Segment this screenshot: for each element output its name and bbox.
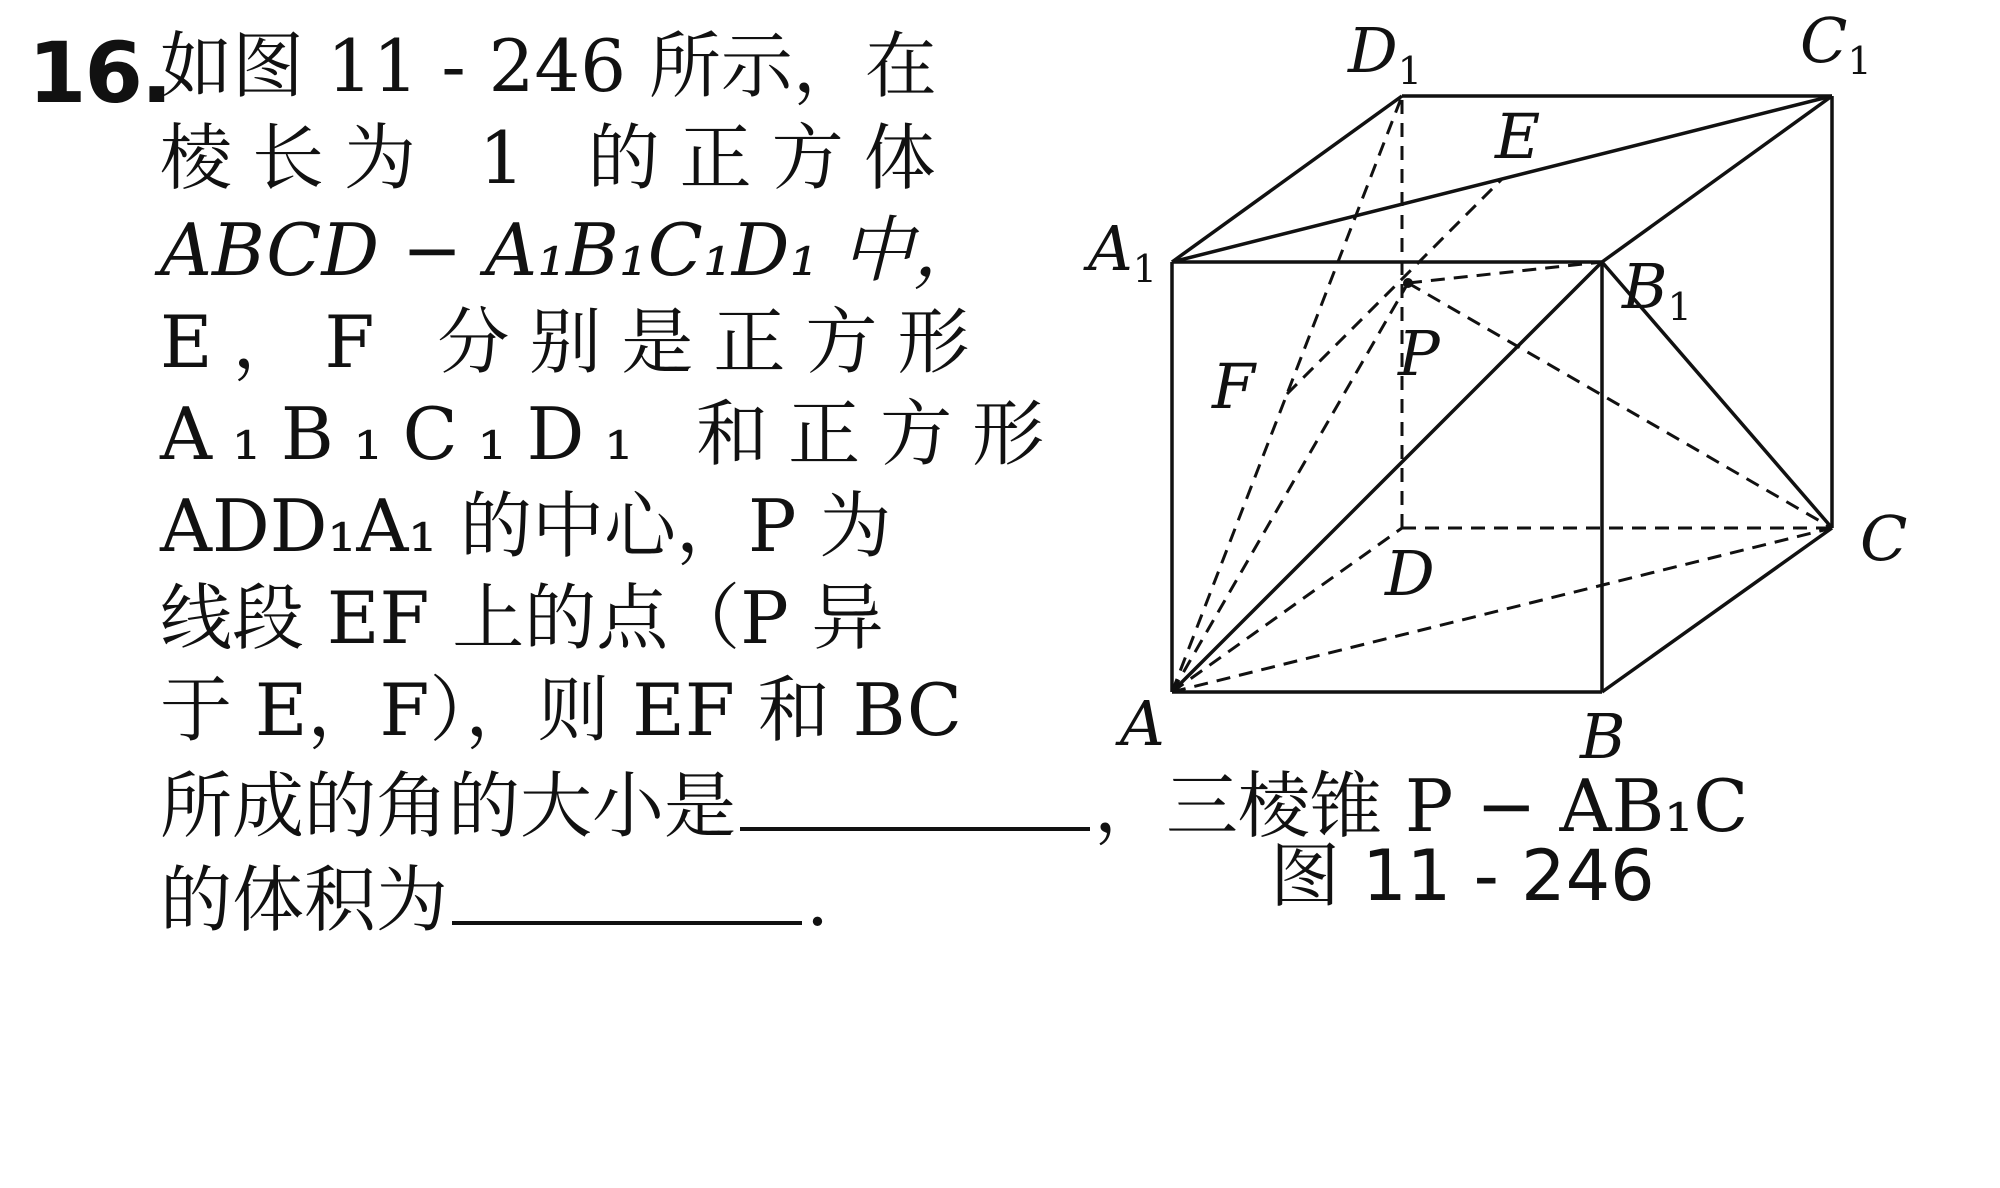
problem-line-4: E，F 分别是正方形: [160, 300, 990, 384]
question-part-4: .: [806, 858, 829, 942]
problem-number: 16.: [28, 24, 171, 122]
label-D1: D1: [1348, 14, 1422, 93]
segment-AP: [1172, 283, 1408, 692]
edge-BC: [1602, 528, 1832, 692]
label-A1: A1: [1088, 212, 1157, 291]
segment-EF: [1287, 179, 1502, 394]
segment-PC: [1408, 283, 1832, 528]
label-C1: C1: [1800, 4, 1872, 83]
problem-line-7: 线段 EF 上的点（P 异: [160, 576, 884, 660]
figure-caption: 图 11 - 246: [1270, 835, 1655, 917]
label-B: B: [1580, 700, 1626, 773]
segment-AB1: [1172, 262, 1602, 692]
edge-B1C1: [1602, 96, 1832, 262]
edge-AD: [1172, 528, 1402, 692]
segment-AC: [1172, 528, 1832, 692]
point-P: [1403, 278, 1413, 288]
problem-line-8: 于 E，F），则 EF 和 BC: [160, 668, 962, 752]
label-P: P: [1398, 317, 1440, 390]
question-part-2: ，三棱锥 P − AB₁C: [1094, 764, 1749, 848]
problem-line-5: A₁B₁C₁D₁ 和正方形: [160, 392, 1065, 476]
question-part-3: 的体积为: [160, 858, 449, 942]
problem-line-3: ABCD − A₁B₁C₁D₁ 中，: [160, 208, 986, 292]
segment-PB1: [1408, 262, 1602, 283]
question-part-1: 所成的角的大小是: [160, 764, 737, 848]
label-B1: B1: [1622, 250, 1692, 329]
problem-line-2: 棱长为 1 的正方体: [160, 116, 956, 200]
edge-A1D1: [1172, 96, 1402, 262]
label-C: C: [1860, 502, 1908, 575]
label-D: D: [1385, 537, 1435, 610]
label-E: E: [1495, 100, 1541, 173]
label-A: A: [1120, 687, 1165, 760]
label-F: F: [1212, 350, 1256, 423]
problem-line-6: ADD₁A₁ 的中心，P 为: [160, 484, 892, 568]
problem-line-1: 如图 11 - 246 所示，在: [160, 24, 937, 108]
